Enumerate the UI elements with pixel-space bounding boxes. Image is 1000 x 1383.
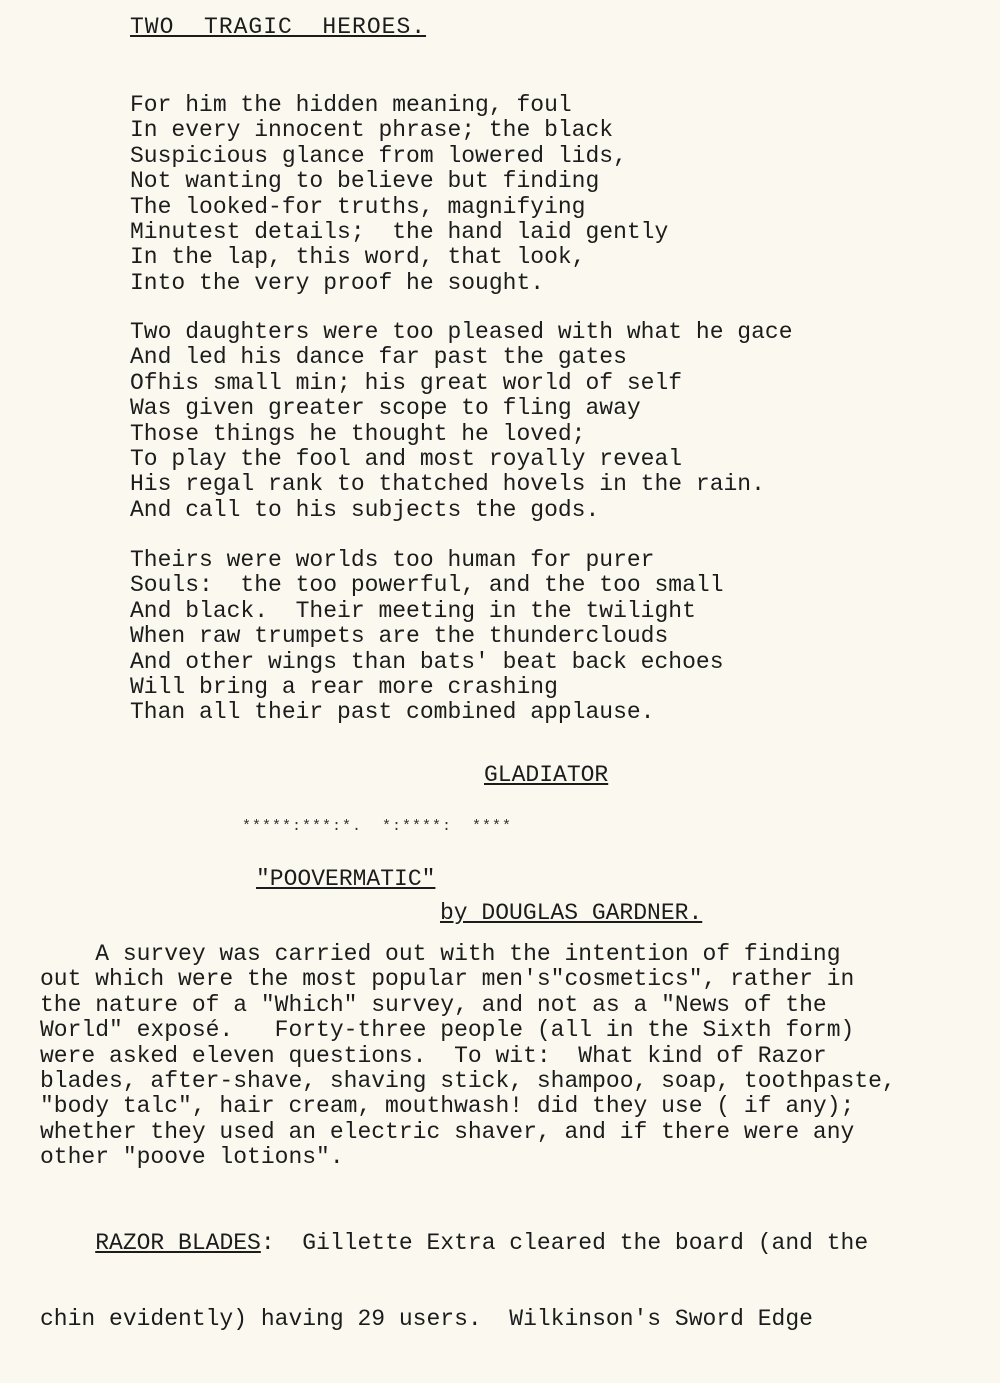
poem-line: To play the fool and most royally reveal — [130, 446, 683, 473]
article-paragraph-2 — [40, 1180, 990, 1383]
paragraph-line: A survey was carried out with the intention of finding — [40, 941, 841, 967]
poem-stanza-1 — [130, 93, 668, 296]
poem-line: Souls: the too powerful, and the too small — [130, 572, 724, 599]
paragraph-line: other "poove lotions". — [40, 1144, 344, 1171]
poem-line: Not wanting to believe but finding — [130, 168, 600, 195]
poem-line: Ofhis small min; his great world of self — [130, 369, 683, 396]
paragraph-line: "body talc", hair cream, mouthwash! did they use ( if any); — [40, 1093, 855, 1120]
paragraph-2-line-2: chin evidently) having 29 users. Wilkinson's Sword Edge — [40, 1306, 813, 1333]
poem-line: For him the hidden meaning, foul — [130, 92, 572, 118]
paragraph-2-line-1-text: : Gillette Extra cleared the board (and the — [260, 1229, 869, 1256]
paragraph-line: whether they used an electric shaver, and if there were any — [40, 1118, 855, 1145]
paragraph-2-line-1 — [40, 1231, 990, 1256]
poem-line: Theirs were worlds too human for purer — [130, 547, 655, 573]
poem-line: When raw trumpets are the thunderclouds — [130, 623, 669, 650]
poem-line: Those things he thought he loved; — [130, 420, 586, 447]
paragraph-line: World" exposé. Forty-three people (all in the Sixth form) — [40, 1017, 855, 1044]
poem-line: And black. Their meeting in the twilight — [130, 597, 696, 624]
poem-line: Than all their past combined applause. — [130, 699, 655, 726]
poem-line: Into the very proof he sought. — [130, 269, 545, 296]
poem-line: The looked-for truths, magnifying — [130, 193, 586, 220]
poem-line: Suspicious glance from lowered lids, — [130, 142, 627, 169]
poem-stanza-2 — [130, 320, 793, 523]
poem-line: Two daughters were too pleased with what he gace — [130, 319, 793, 345]
article-title: "POOVERMATIC" — [256, 866, 436, 892]
poem-stanza-3 — [130, 548, 724, 726]
paragraph-line: were asked eleven questions. To wit: What kind of Razor — [40, 1042, 827, 1069]
poem-line: And call to his subjects the gods. — [130, 496, 600, 523]
poem-title: TWO TRAGIC HEROES. — [130, 14, 427, 40]
paragraph-line: the nature of a "Which" survey, and not as a "News of the — [40, 991, 827, 1018]
poem-line: And other wings than bats' beat back echoes — [130, 648, 724, 675]
poem-line: His regal rank to thatched hovels in the rain. — [130, 471, 765, 498]
poem-line: Will bring a rear more crashing — [130, 674, 558, 701]
poem-line: Minutest details; the hand laid gently — [130, 219, 669, 246]
poem-line: Was given greater scope to fling away — [130, 395, 641, 422]
razor-blades-heading: RAZOR BLADES — [95, 1229, 261, 1256]
article-paragraph-1 — [40, 942, 990, 1171]
paragraph-line: out which were the most popular men's"cosmetics", rather in — [40, 966, 855, 993]
poem-line: In the lap, this word, that look, — [130, 244, 586, 271]
poem-line: And led his dance far past the gates — [130, 344, 627, 371]
section-separator: *****:***:*. *:****: **** — [242, 818, 513, 835]
paragraph-line: blades, after-shave, shaving stick, shampoo, soap, toothpaste, — [40, 1068, 896, 1095]
poem-author: GLADIATOR — [484, 762, 609, 788]
poem-line: In every innocent phrase; the black — [130, 117, 614, 144]
article-byline: by DOUGLAS GARDNER. — [440, 900, 703, 926]
